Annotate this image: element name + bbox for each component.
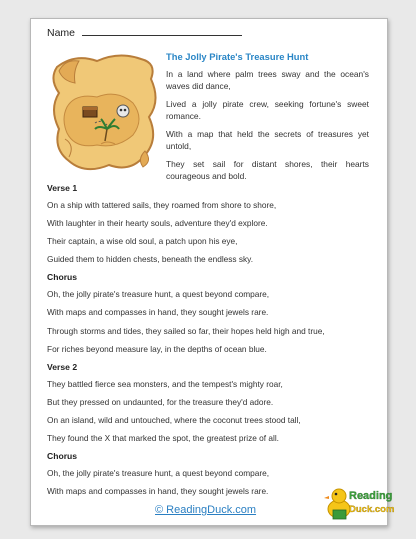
readingduck-link[interactable]: © ReadingDuck.com <box>155 504 257 516</box>
logo-text-bottom: Duck.com <box>349 504 395 515</box>
lyric-line: On an island, wild and untouched, where the coconut trees stood tall, <box>47 414 301 425</box>
intro-line: With a map that held the secrets of treasures yet untold, <box>166 128 369 151</box>
lyric-line: They battled fierce sea monsters, and the tempest's mighty roar, <box>47 378 283 389</box>
lyric-line: Oh, the jolly pirate's treasure hunt, a quest beyond compare, <box>47 289 270 300</box>
lyric-line: Through storms and tides, they sailed so far, their hopes held high and true, <box>47 325 325 336</box>
song-body <box>47 182 377 503</box>
name-label: Name <box>47 27 76 39</box>
lyric-line: For riches beyond measure lay, in the depths of ocean blue. <box>47 343 267 354</box>
intro-line: Lived a jolly pirate crew, seeking fortune's sweet romance. <box>166 98 369 121</box>
worksheet-page <box>30 18 395 526</box>
lyric-line: Guided them to hidden chests, beneath the endless sky. <box>47 254 254 265</box>
lyric-line: With maps and compasses in hand, they sought jewels rare. <box>47 307 269 318</box>
name-line[interactable] <box>82 25 242 36</box>
lyric-line: On a ship with tattered sails, they roamed from shore to shore, <box>47 200 277 210</box>
section-heading: Verse 1 <box>47 183 78 193</box>
treasure-map-illustration <box>45 49 163 177</box>
section-heading: Chorus <box>47 451 78 462</box>
lyric-line: With laughter in their hearty souls, adventure they'd explore. <box>47 218 268 229</box>
lyric-line: With maps and compasses in hand, they sought jewels rare. <box>47 486 269 497</box>
lyric-line: But they pressed on undaunted, for the treasure they'd adore. <box>47 396 274 407</box>
song-intro <box>166 51 369 188</box>
song-title: The Jolly Pirate's Treasure Hunt <box>166 51 309 62</box>
intro-line: In a land where palm trees sway and the ocean's waves did dance, <box>166 68 369 91</box>
section-heading: Verse 2 <box>47 361 78 372</box>
readingduck-logo <box>325 483 395 523</box>
lyric-line: Their captain, a wise old soul, a patch upon his eye, <box>47 236 238 247</box>
lyric-line: Oh, the jolly pirate's treasure hunt, a quest beyond compare, <box>47 468 270 479</box>
logo-text-top: Reading <box>349 490 393 502</box>
lyric-line: They found the X that marked the spot, the greatest prize of all. <box>47 433 279 444</box>
name-field-row <box>47 25 242 39</box>
section-heading: Chorus <box>47 272 78 283</box>
intro-line: They set sail for distant shores, their hearts courageous and bold. <box>166 158 369 181</box>
